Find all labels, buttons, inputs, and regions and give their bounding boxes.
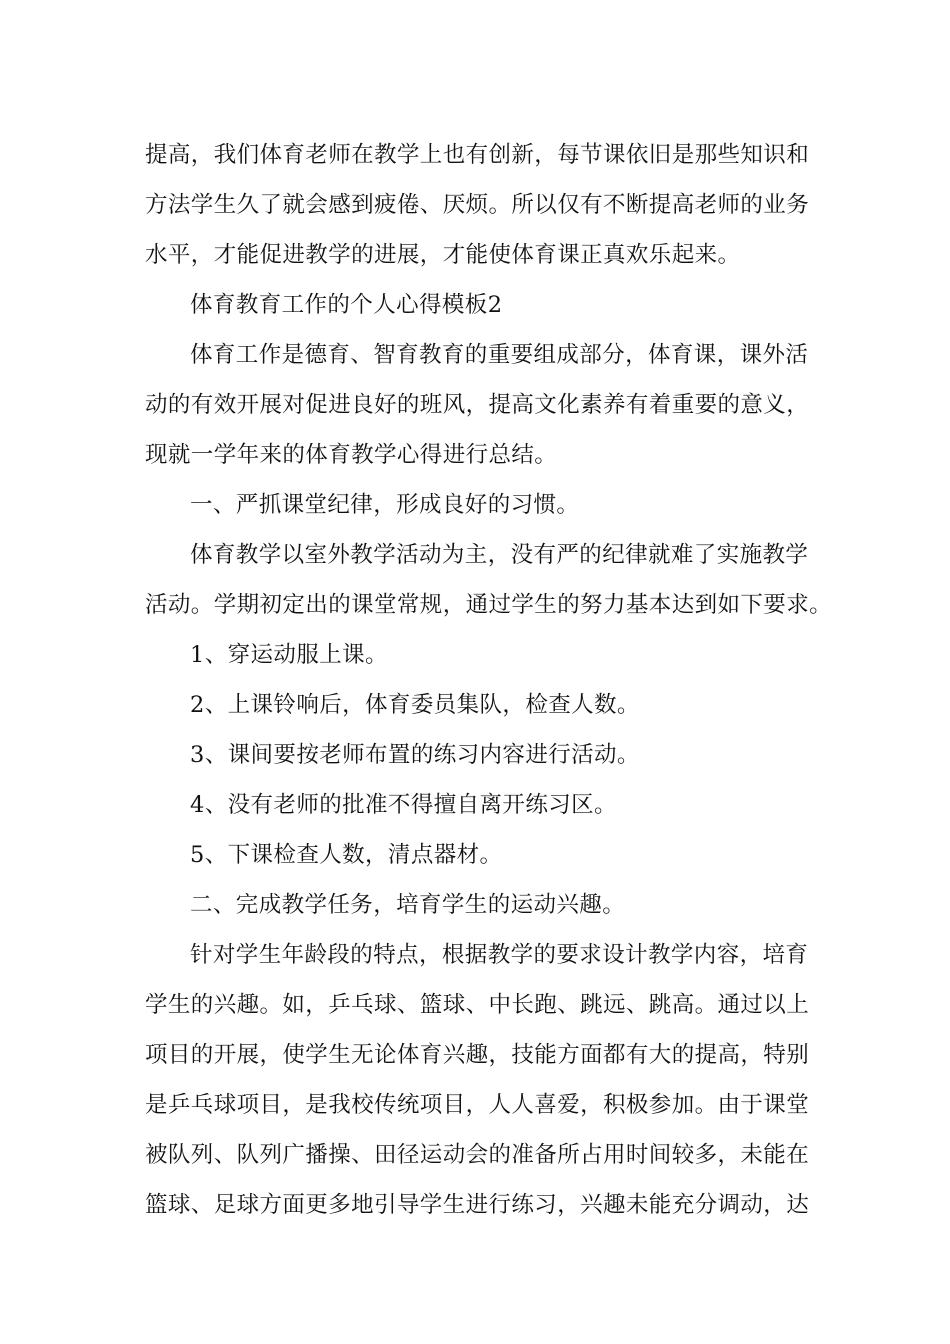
- text-line: 动的有效开展对促进良好的班风，提高文化素养有着重要的意义，: [145, 392, 810, 418]
- list-item: 4、没有老师的批准不得擅自离开练习区。: [190, 792, 617, 818]
- list-item: 1、穿运动服上课。: [190, 642, 388, 668]
- text-line: 体育工作是德育、智育教育的重要组成部分，体育课，课外活: [190, 342, 809, 368]
- section-heading: 一、严抓课堂纪律，形成良好的习惯。: [190, 492, 580, 518]
- text-line: 水平，才能促进教学的进展，才能使体育课正真欢乐起来。: [145, 242, 741, 268]
- text-line: 提高，我们体育老师在教学上也有创新，每节课依旧是那些知识和: [145, 142, 810, 168]
- document-body: [145, 130, 833, 1230]
- list-item: 2、上课铃响后，体育委员集队，检查人数。: [190, 692, 640, 718]
- list-item: 3、课间要按老师布置的练习内容进行活动。: [190, 742, 640, 768]
- text-line: 项目的开展，使学生无论体育兴趣，技能方面都有大的提高，特别: [145, 1042, 810, 1068]
- section-heading: 二、完成教学任务，培育学生的运动兴趣。: [190, 892, 626, 918]
- section-heading: 体育教育工作的个人心得模板2: [190, 292, 503, 318]
- text-line: 篮球、足球方面更多地引导学生进行练习，兴趣未能充分调动，达: [145, 1192, 810, 1218]
- text-line: 被队列、队列广播操、田径运动会的准备所占用时间较多，未能在: [145, 1142, 810, 1168]
- list-item: 5、下课检查人数，清点器材。: [190, 842, 503, 868]
- text-line: 方法学生久了就会感到疲倦、厌烦。所以仅有不断提高老师的业务: [145, 192, 810, 218]
- text-line: 针对学生年龄段的特点，根据教学的要求设计教学内容，培育: [190, 942, 809, 968]
- text-line: 活动。学期初定出的课堂常规，通过学生的努力基本达到如下要求。: [145, 592, 833, 618]
- text-line: 体育教学以室外教学活动为主，没有严的纪律就难了实施教学: [190, 542, 809, 568]
- text-line: 是乒乓球项目，是我校传统项目，人人喜爱，积极参加。由于课堂: [145, 1092, 810, 1118]
- text-line: 学生的兴趣。如，乒乓球、篮球、中长跑、跳远、跳高。通过以上: [145, 992, 810, 1018]
- text-line: 现就一学年来的体育教学心得进行总结。: [145, 442, 558, 468]
